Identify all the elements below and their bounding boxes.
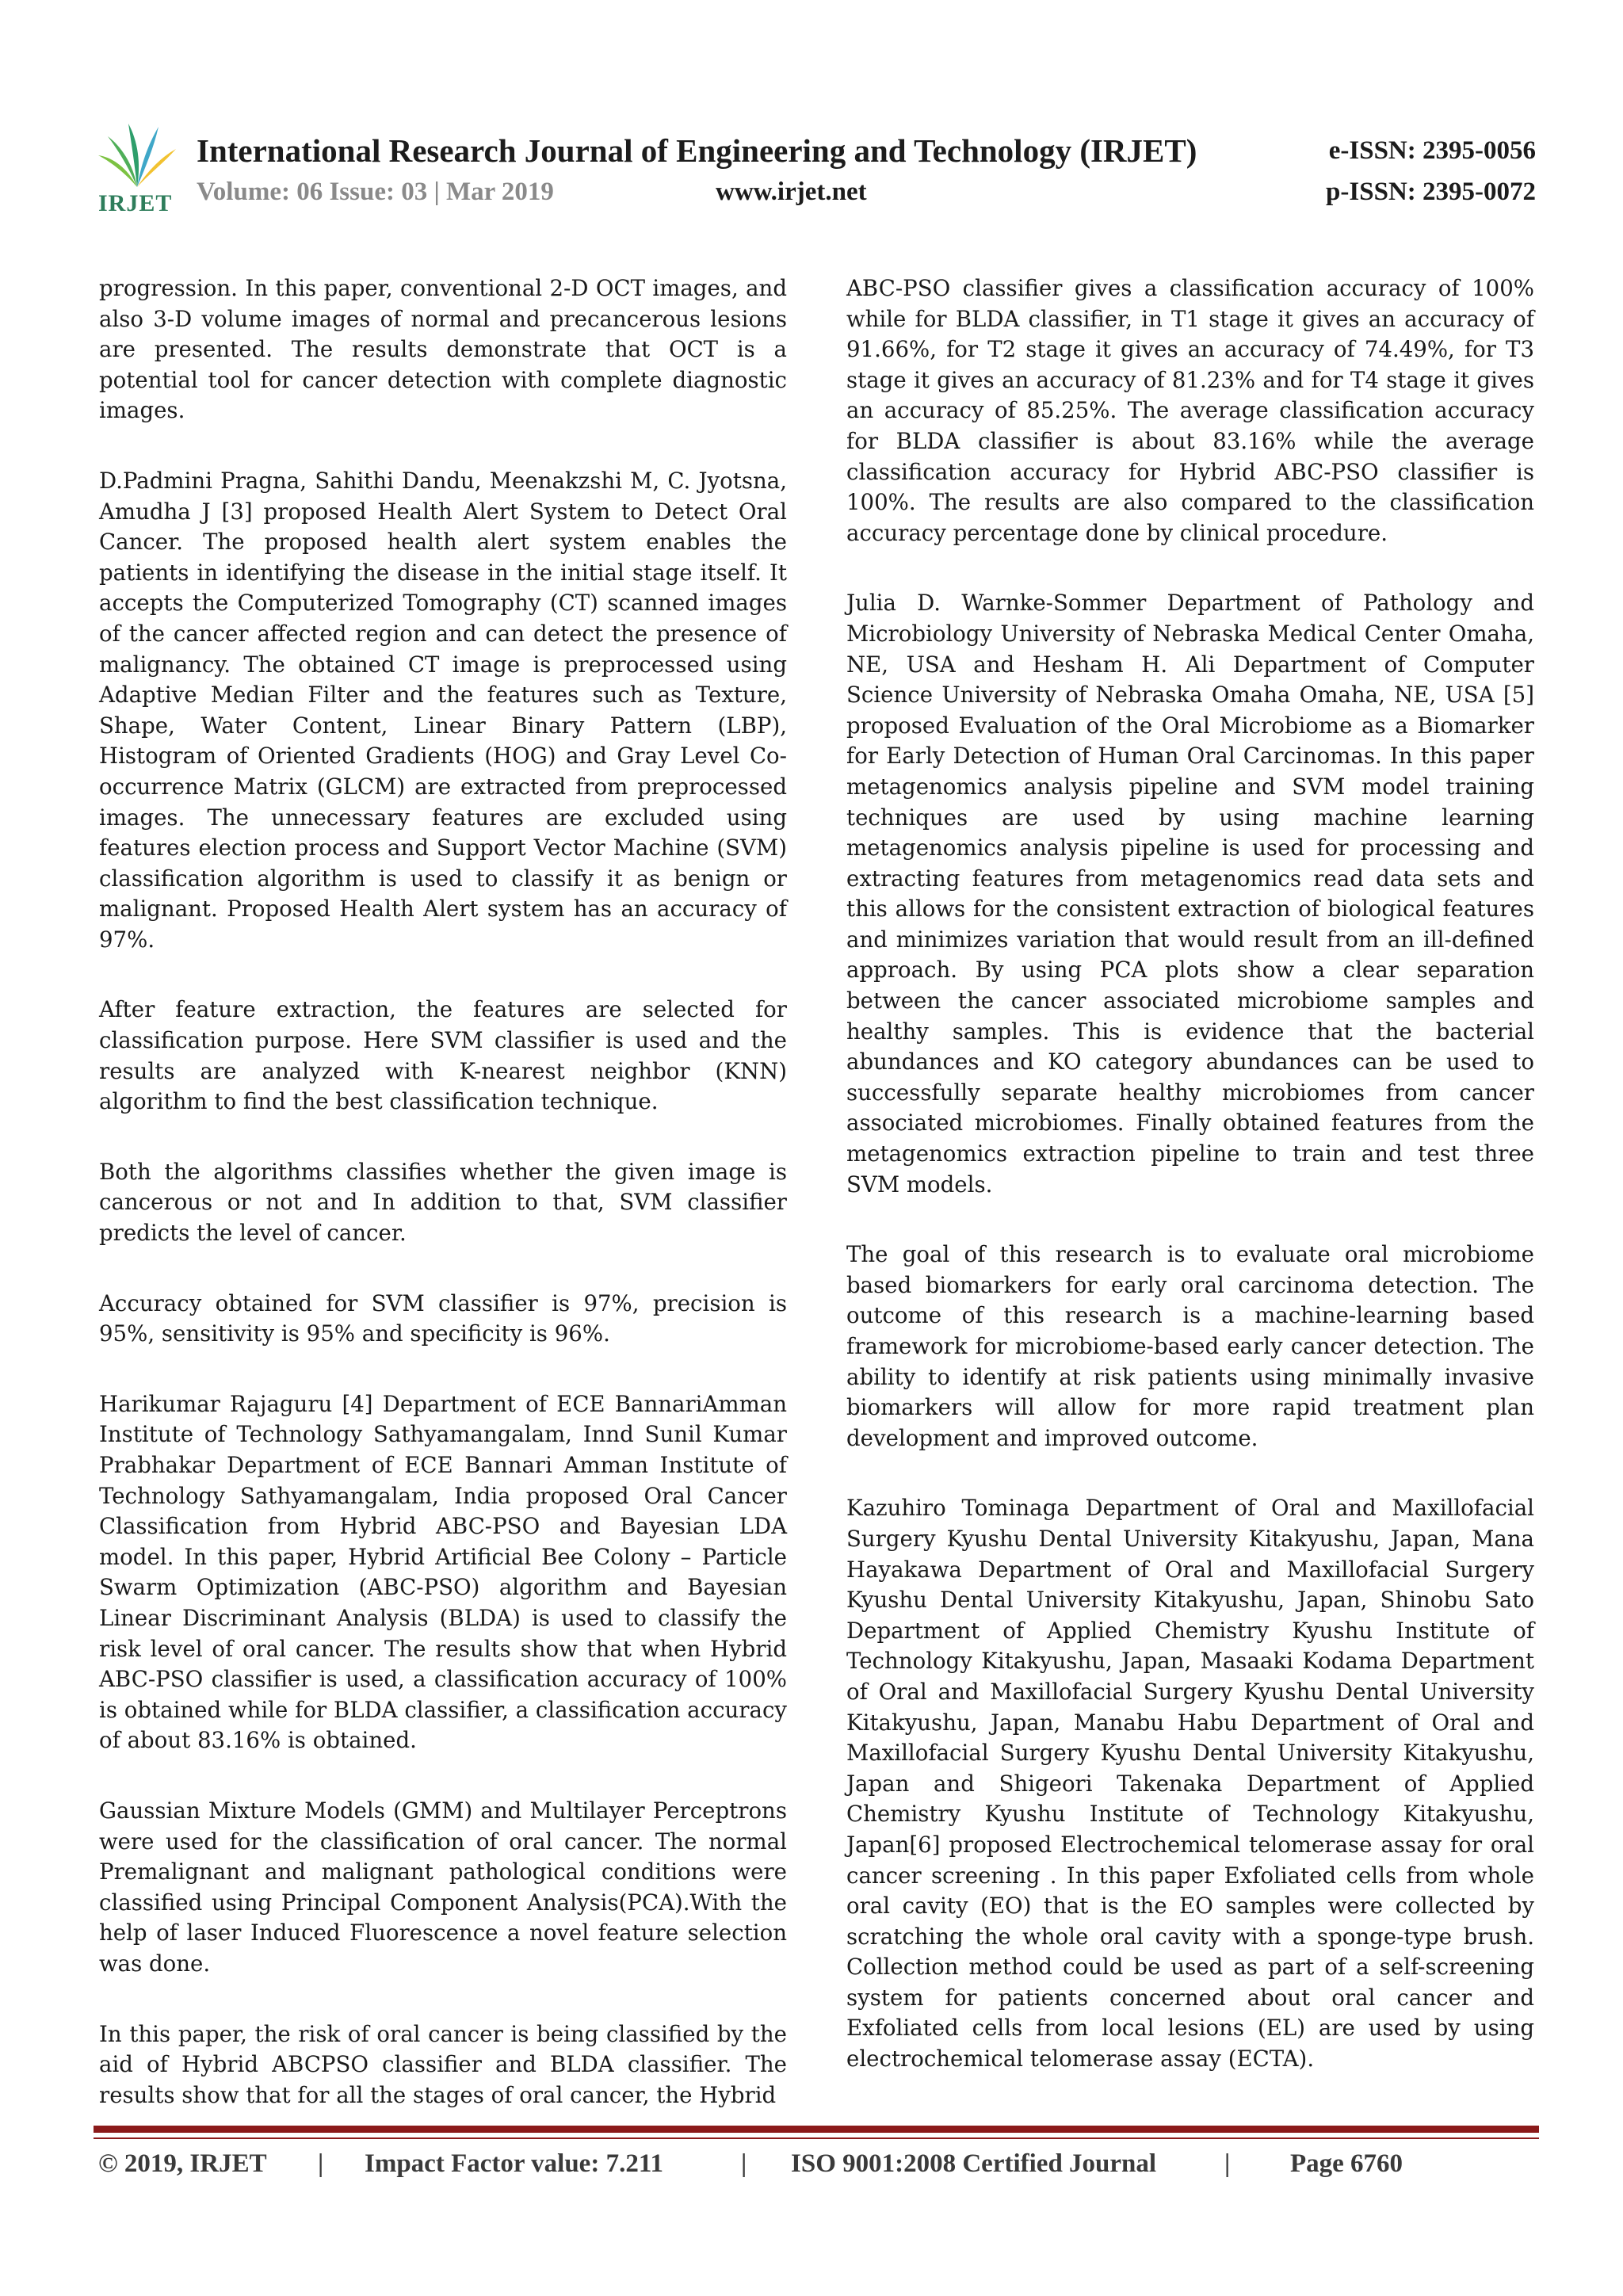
logo-text: IRJET	[98, 190, 173, 216]
p-issn: p-ISSN: 2395-0072	[1326, 178, 1536, 206]
right-column	[846, 273, 1534, 2075]
footer-page-number: Page 6760	[1290, 2149, 1403, 2178]
volume-issue: Volume: 06 Issue: 03 | Mar 2019	[197, 178, 554, 206]
irjet-logo	[94, 117, 181, 220]
paragraph: progression. In this paper, conventional 2-D OCT images, and also 3-D volume images of normal and precancerous lesions are presented. The results demonstrate that OCT is a potential tool for cancer detection with complete diagnostic images.	[99, 275, 787, 424]
footer-copyright: © 2019, IRJET	[98, 2149, 267, 2178]
paragraph: After feature extraction, the features are selected for classification purpose. Here SVM classifier is used and the results are analyzed with K-nearest neighbor (KNN) algorithm to find the best classification technique.	[99, 996, 787, 1115]
paragraph: Julia D. Warnke-Sommer Department of Pathology and Microbiology University of Nebraska Medical Center Omaha, NE, USA and Hesham H. Ali Department of Computer Science University of Nebraska Omaha Omaha, NE, USA [5] proposed Evaluation of the Oral Microbiome as a Biomarker for Early Detection of Human Oral Carcinomas. In this paper metagenomics analysis pipeline and SVM model training techniques are used by using machine learning metagenomics analysis pipeline is used for processing and extracting features from metagenomics read data sets and this allows for the consistent extraction of biological features and minimizes variation that would result from an ill-defined approach. By using PCA plots show a clear separation between the cancer associated microbiome samples and healthy samples. This is evidence that the bacterial abundances and KO category abundances can be used to successfully separate healthy microbiomes from cancer associated microbiomes. Finally obtained features from the metagenomics extraction pipeline to train and test three SVM models.	[846, 590, 1534, 1198]
paragraph: Gaussian Mixture Models (GMM) and Multilayer Perceptrons were used for the classification of oral cancer. The normal Premalignant and malignant pathological conditions were classified using Principal Component Analysis(PCA).With the help of laser Induced Fluorescence a novel feature selection was done.	[99, 1797, 787, 1977]
footer-separator: |	[318, 2149, 324, 2178]
e-issn: e-ISSN: 2395-0056	[1328, 136, 1536, 165]
footer-separator: |	[741, 2149, 747, 2178]
paragraph: Accuracy obtained for SVM classifier is 97%, precision is 95%, sensitivity is 95% and specificity is 96%.	[99, 1289, 787, 1347]
paragraph: In this paper, the risk of oral cancer is being classified by the aid of Hybrid ABCPSO classifier and BLDA classifier. The results show that for all the stages of oral cancer, the Hybrid	[99, 2020, 787, 2108]
paragraph: D.Padmini Pragna, Sahithi Dandu, Meenakzshi M, C. Jyotsna, Amudha J [3] proposed Health Alert System to Detect Oral Cancer. The proposed health alert system enables the patients in identifying the disease in the initial stage itself. It accepts the Computerized Tomography (CT) scanned images of the cancer affected region and can detect the presence of malignancy. The obtained CT image is preprocessed using Adaptive Median Filter and the features such as Texture, Shape, Water Content, Linear Binary Pattern (LBP), Histogram of Oriented Gradients (HOG) and Gray Level Co-occurrence Matrix (GLCM) are extracted from preprocessed images. The unnecessary features are excluded using features election process and Support Vector Machine (SVM) classification algorithm is used to classify it as benign or malignant. Proposed Health Alert system has an accuracy of 97%.	[99, 467, 787, 953]
page-footer	[94, 2149, 1539, 2189]
left-column	[99, 273, 787, 2111]
paragraph: Both the algorithms classifies whether the given image is cancerous or not and In addition to that, SVM classifier predicts the level of cancer.	[99, 1158, 787, 1247]
irjet-leaf-logo-icon	[94, 117, 181, 193]
journal-website: www.irjet.net	[716, 178, 867, 206]
footer-impact-factor: Impact Factor value: 7.211	[365, 2149, 664, 2178]
footer-separator: |	[1224, 2149, 1231, 2178]
paragraph: Kazuhiro Tominaga Department of Oral and Maxillofacial Surgery Kyushu Dental University Kitakyushu, Japan, Mana Hayakawa Department of Oral and Maxillofacial Surgery Kyushu Dental University Kitakyushu, Japan, Shinobu Sato Department of Applied Chemistry Kyushu Institute of Technology Kitakyushu, Japan, Masaaki Kodama Department of Oral and Maxillofacial Surgery Kyushu Dental University Kitakyushu, Japan, Manabu Habu Department of Oral and Maxillofacial Surgery Kyushu Dental University Kitakyushu, Japan and Shigeori Takenaka Department of Applied Chemistry Kyushu Institute of Technology Kitakyushu, Japan[6] proposed Electrochemical telomerase assay for oral cancer screening . In this paper Exfoliated cells from whole oral cavity (EO) that is the EO samples were collected by scratching the whole oral cavity with a sponge-type brush. Collection method could be used as part of a self-screening system for patients concerned about oral cancer and Exfoliated cells from local lesions (EL) are used by using electrochemical telomerase assay (ECTA).	[846, 1495, 1534, 2073]
journal-title: International Research Journal of Engineering and Technology (IRJET)	[197, 132, 1197, 169]
paragraph: The goal of this research is to evaluate oral microbiome based biomarkers for early oral carcinoma detection. The outcome of this research is a machine-learning based framework for microbiome-based early cancer detection. The ability to identify at risk patients using minimally invasive biomarkers will allow for more rapid treatment plan development and improved outcome.	[846, 1241, 1534, 1451]
paragraph: Harikumar Rajaguru [4] Department of ECE BannariAmman Institute of Technology Sathyamangalam, Innd Sunil Kumar Prabhakar Department of ECE Bannari Amman Institute of Technology Sathyamangalam, India proposed Oral Cancer Classification from Hybrid ABC-PSO and Bayesian LDA model. In this paper, Hybrid Artificial Bee Colony – Particle Swarm Optimization (ABC-PSO) algorithm and Bayesian Linear Discriminant Analysis (BLDA) is used to classify the risk level of oral cancer. The results show that when Hybrid ABC-PSO classifier is used, a classification accuracy of 100% is obtained while for BLDA classifier, a classification accuracy of about 83.16% is obtained.	[99, 1390, 787, 1754]
page-header	[94, 111, 1536, 222]
footer-rule	[94, 2126, 1539, 2133]
footer-rule-thin	[94, 2137, 1539, 2139]
paragraph: ABC-PSO classifier gives a classification accuracy of 100% while for BLDA classifier, in T1 stage it gives an accuracy of 91.66%, for T2 stage it gives an accuracy of 74.49%, for T3 stage it gives an accuracy of 81.23% and for T4 stage it gives an accuracy of 85.25%. The average classification accuracy for BLDA classifier is about 83.16% while the average classification accuracy for Hybrid ABC-PSO classifier is 100%. The results are also compared to the classification accuracy percentage done by clinical procedure.	[846, 275, 1534, 546]
footer-iso-certification: ISO 9001:2008 Certified Journal	[791, 2149, 1157, 2178]
